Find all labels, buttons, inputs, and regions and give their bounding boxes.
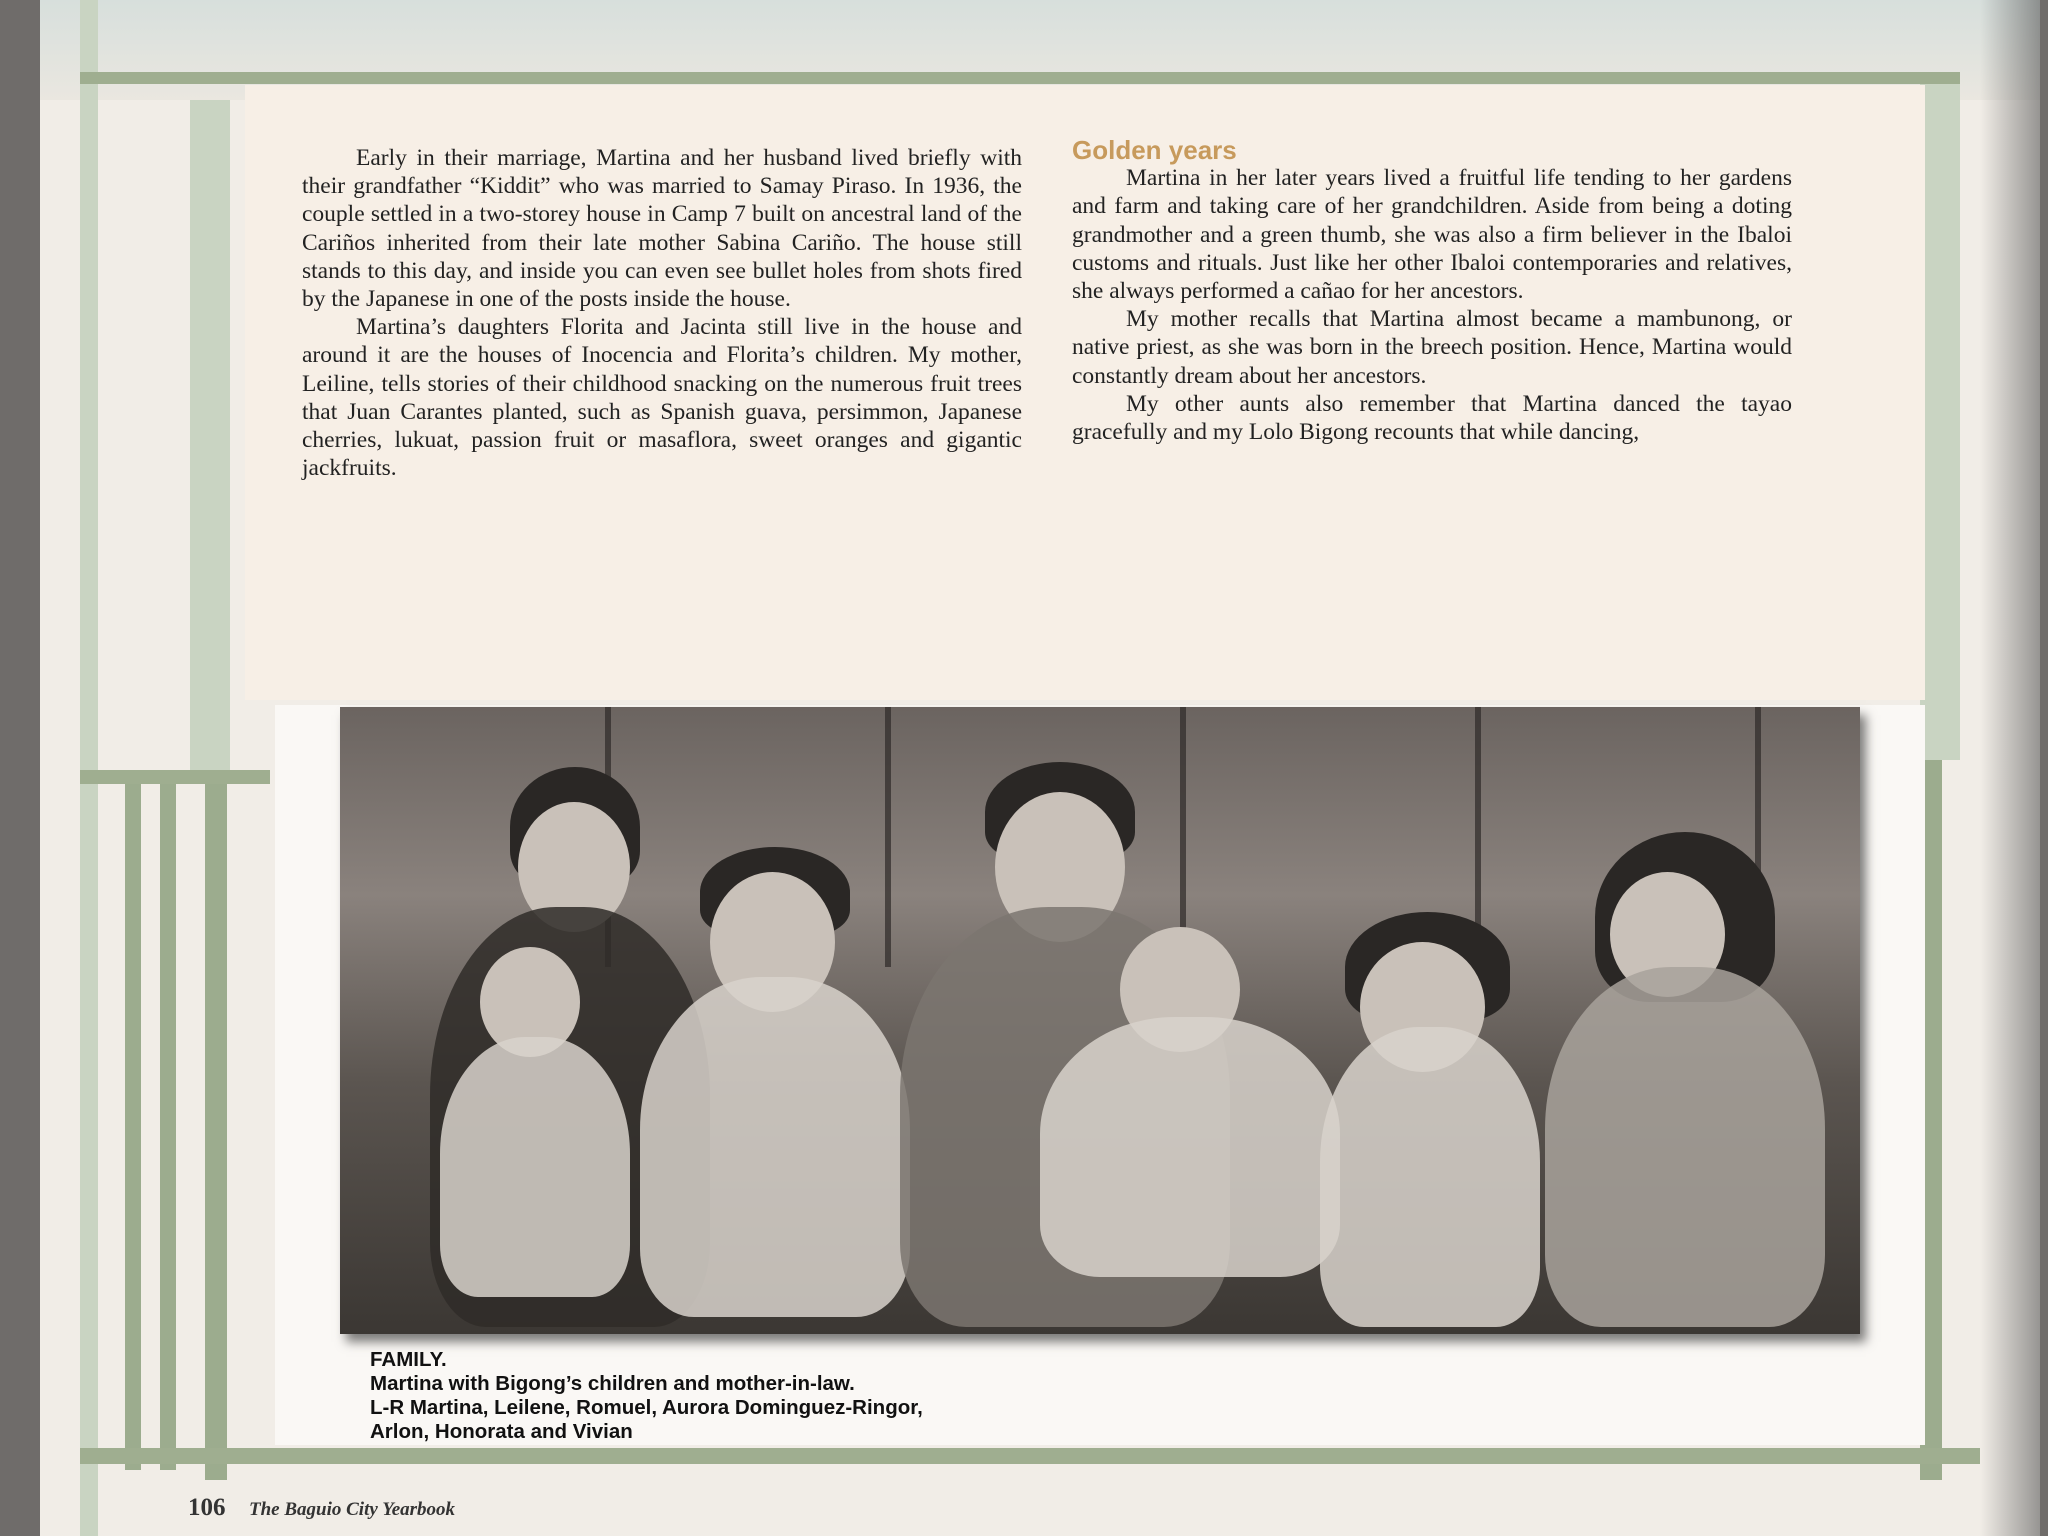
paragraph: Early in their marriage, Martina and her husband lived briefly with their grandfather “Kiddit” who was married to Samay Piraso. In 1936, the couple settled in a two-storey house in Camp 7 built on ancestral land of the Cariños inherited from their late mother Sabina Cariño. The house still stands to this day, and inside you can even see bullet holes from shots fired by the Japanese in one of the posts inside the house. [302, 145, 1022, 313]
frame-bar-bottom [80, 1448, 1980, 1464]
frame-bar-right-upper [1920, 80, 1960, 760]
spine-shadow [1980, 0, 2040, 1536]
person-body [440, 1037, 630, 1297]
caption-line: Arlon, Honorata and Vivian [370, 1420, 633, 1443]
photo-caption [370, 1348, 923, 1444]
frame-bar-left-upper [190, 100, 230, 780]
frame-bar-left-2 [160, 780, 176, 1470]
caption-line: L-R Martina, Leilene, Romuel, Aurora Dominguez-Ringor, [370, 1396, 923, 1419]
person-body [1320, 1027, 1540, 1327]
paragraph: Martina in her later years lived a fruitful life tending to her gardens and farm and taking care of her grandchildren. Aside from being a doting grandmother and a green thumb, she was also a firm believer in the Ibaloi customs and rituals. Just like her other Ibaloi contemporaries and relatives, she always performed a cañao for her ancestors. [1072, 165, 1792, 305]
person-body [1040, 1017, 1340, 1277]
frame-bar-left-3 [205, 780, 227, 1480]
article-left-column [302, 144, 1022, 482]
caption-title: FAMILY. [370, 1348, 447, 1371]
page-number: 106 [188, 1494, 226, 1521]
section-heading: Golden years [1072, 135, 1237, 165]
frame-bar-middle [80, 770, 270, 784]
frame-bar-top [80, 72, 1960, 84]
paragraph: My other aunts also remember that Martina danced the tayao gracefully and my Lolo Bigong recounts that while dancing, [1072, 390, 1792, 446]
paragraph: Martina’s daughters Florita and Jacinta still live in the house and around it are the houses of Inocencia and Florita’s children. My mother, Leiline, tells stories of their childhood snacking on the numerous fruit trees that Juan Carantes planted, such as Spanish guava, persimmon, Japanese cherries, lukuat, passion fruit or masaflora, sweet oranges and gigantic jackfruits. [302, 314, 1022, 482]
caption-line: Martina with Bigong’s children and mother-in-law. [370, 1372, 855, 1395]
paragraph: My mother recalls that Martina almost became a mambunong, or native priest, as she was born in the breech position. Hence, Martina would constantly dream about her ancestors. [1072, 306, 1792, 389]
frame-bar-left-1 [125, 780, 141, 1470]
family-photo [340, 707, 1860, 1334]
frame-bar-left-outer [80, 0, 98, 1536]
wall-plank [885, 707, 891, 967]
page-footer [188, 1494, 455, 1522]
person-body [1545, 967, 1825, 1327]
article-right-column [1072, 136, 1792, 446]
publication-title: The Baguio City Yearbook [249, 1499, 456, 1520]
person-body [640, 977, 910, 1317]
